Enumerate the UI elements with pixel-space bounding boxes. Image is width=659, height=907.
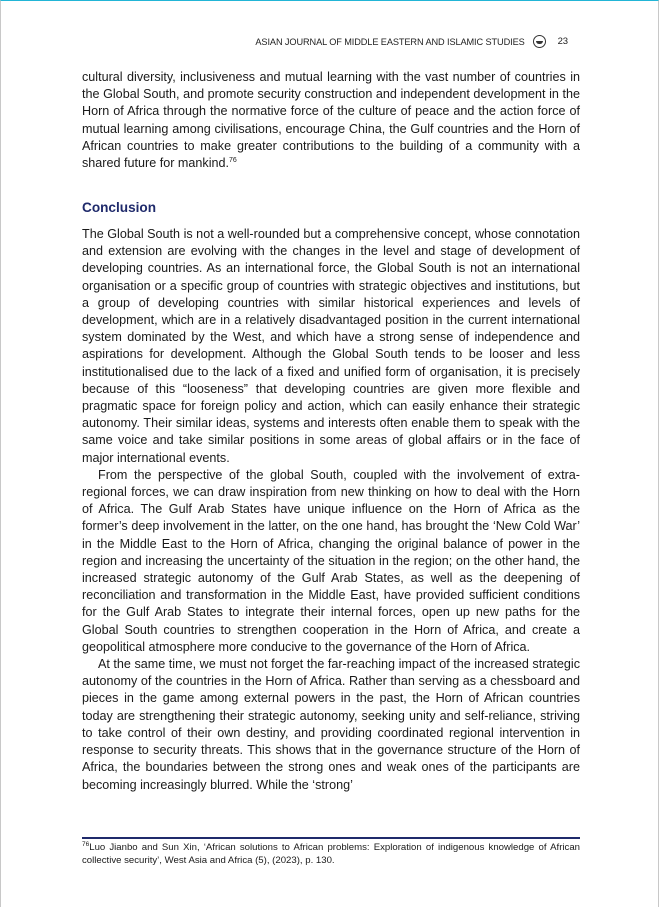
intro-paragraph-block — [82, 69, 580, 172]
conclusion-paragraph-3: At the same time, we must not forget the far-reaching impact of the increased strategic autonomy of the countries in the Horn of Africa. Rather than serving as a chessboard and pieces in the game among external powers in the past, the Horn of African countries today are strengthening their strategic autonomy, seeking unity and self-reliance, striving to take control of their own destiny, and providing coordinated regional intervention in response to security threats. This shows that in the governance structure of the Horn of Africa, the boundaries between the strong ones and weak ones of the participants are becoming increasingly blurred. While the ‘strong’ — [82, 657, 580, 792]
journal-logo-icon — [533, 35, 546, 48]
intro-paragraph — [82, 69, 580, 172]
footnote-76 — [82, 841, 580, 867]
page-number: 23 — [557, 36, 568, 47]
conclusion-body — [82, 226, 580, 794]
footnote-reference[interactable]: 76 — [229, 157, 237, 165]
section-heading-conclusion: Conclusion — [82, 200, 157, 215]
intro-paragraph-text: cultural diversity, inclusiveness and mutual learning with the vast number of countries in the Global South, and promote security construction and independent development in the Horn of Africa through the normative force of the culture of peace and the action force of mutual learning among civilisations, encourage China, the Gulf countries and the Horn of African countries to make greater contributions to the building of a community with a shared future for mankind. — [82, 70, 580, 171]
footnote-number: 76 — [82, 841, 90, 848]
conclusion-paragraph-1: The Global South is not a well-rounded but a comprehensive concept, whose connotation and extension are evolving with the changes in the level and stage of development of developing countries. As an international force, the Global South is not an international organisation or a specific group of countries with strategic objectives and institutions, but a group of developing countries with similar historical experiences and levels of development, which are in a relatively disadvantaged position in the current international system dominated by the West, and which have a strong sense of independence and aspirations for development. Although the Global South tends to be looser and less institutionalised due to the lack of a fixed and unified form of organisation, it is precisely because of this “looseness” that developing countries are given more flexible and pragmatic space for foreign policy and action, which can easily enhance their strategic autonomy. Their similar ideas, systems and interests often enable them to speak with the same voice and take similar positions in some areas of global affairs or in the face of major international events. — [82, 227, 580, 465]
running-header — [255, 35, 568, 48]
conclusion-paragraph-2: From the perspective of the global South, coupled with the involvement of extra-regional forces, we can draw inspiration from new thinking on how to deal with the Horn of Africa. The Gulf Arab States have unique influence on the Horn of Africa as the former’s deep involvement in the latter, on the one hand, has brought the ‘New Cold War’ in the Middle East to the Horn of Africa, changing the original balance of power in the region and increasing the uncertainty of the situation in the region; on the other hand, the increased strategic autonomy of the Gulf Arab States, as well as the deepening of reconciliation and transformation in the Middle East, have provided sufficient conditions for the Gulf Arab States to integrate their internal forces, open up new paths for the Global South countries to strengthen cooperation in the Horn of Africa, and create a geopolitical atmosphere more conducive to the governance of the Horn of Africa. — [82, 467, 580, 654]
footnote-text: Luo Jianbo and Sun Xin, ‘African solutions to African problems: Exploration of indigenous knowledge of African collective security’, West Asia and Africa (5), (2023), p. 130. — [82, 842, 580, 866]
journal-title: ASIAN JOURNAL OF MIDDLE EASTERN AND ISLAMIC STUDIES — [255, 36, 525, 47]
footnote-divider — [82, 837, 580, 839]
